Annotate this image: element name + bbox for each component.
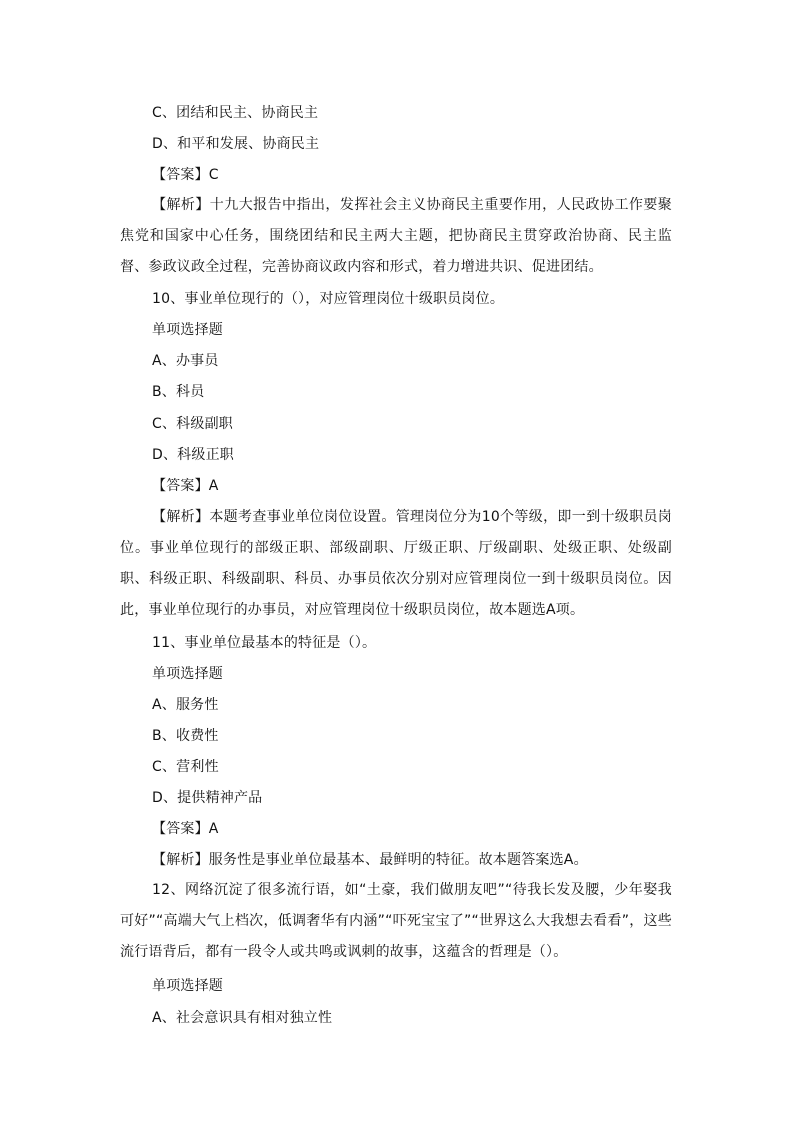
q9-answer: 【答案】C xyxy=(152,167,219,183)
q11-option-a: A、服务性 xyxy=(152,697,219,713)
q11-question: 11、事业单位最基本的特征是（）。 xyxy=(152,635,377,651)
q11-option-c: C、营利性 xyxy=(152,759,219,775)
q12-type: 单项选择题 xyxy=(152,978,223,994)
q12-option-a: A、社会意识具有相对独立性 xyxy=(152,1010,333,1026)
q10-option-a: A、办事员 xyxy=(152,353,219,369)
q10-answer: 【答案】A xyxy=(152,478,219,494)
q11-type: 单项选择题 xyxy=(152,666,223,682)
q9-option-d: D、和平和发展、协商民主 xyxy=(152,136,320,152)
q10-analysis: 【解析】本题考查事业单位岗位设置。管理岗位分为10个等级，即一到十级职员岗位。事业单位现行的部级正职、部级副职、厅级正职、厅级副职、处级正职、处级副职、科级正职、科级副职、科员、办事员依次分别对应管理岗位一到十级职员岗位。因此，事业单位现行的办事员，对应管理岗位十级职员岗位，故本题选A项。 xyxy=(120,509,672,618)
q11-answer: 【答案】A xyxy=(152,821,219,837)
q10-option-c: C、科级副职 xyxy=(152,416,233,432)
q9-option-c: C、团结和民主、协商民主 xyxy=(152,105,319,121)
q10-option-d: D、科级正职 xyxy=(152,447,234,463)
q10-option-b: B、科员 xyxy=(152,384,205,400)
q10-type: 单项选择题 xyxy=(152,322,223,338)
q11-option-d: D、提供精神产品 xyxy=(152,790,263,806)
q9-analysis: 【解析】十九大报告中指出，发挥社会主义协商民主重要作用，人民政协工作要聚焦党和国家中心任务，围绕团结和民主两大主题，把协商民主贯穿政治协商、民主监督、参政议政全过程，完善协商议政内容和形式，着力增进共识、促进团结。 xyxy=(120,197,672,275)
q11-analysis: 【解析】服务性是事业单位最基本、最鲜明的特征。故本题答案选A。 xyxy=(152,852,588,868)
q11-option-b: B、收费性 xyxy=(152,728,219,744)
q10-question: 10、事业单位现行的（），对应管理岗位十级职员岗位。 xyxy=(152,291,505,307)
q12-question: 12、网络沉淀了很多流行语，如“土豪，我们做朋友吧”“待我长发及腰，少年娶我可好”“高端大气上档次，低调奢华有内涵”“吓死宝宝了”“世界这么大我想去看看”，这些流行语背后，都有一段令人或共鸣或讽刺的故事，这蕴含的哲理是（）。 xyxy=(120,882,672,960)
